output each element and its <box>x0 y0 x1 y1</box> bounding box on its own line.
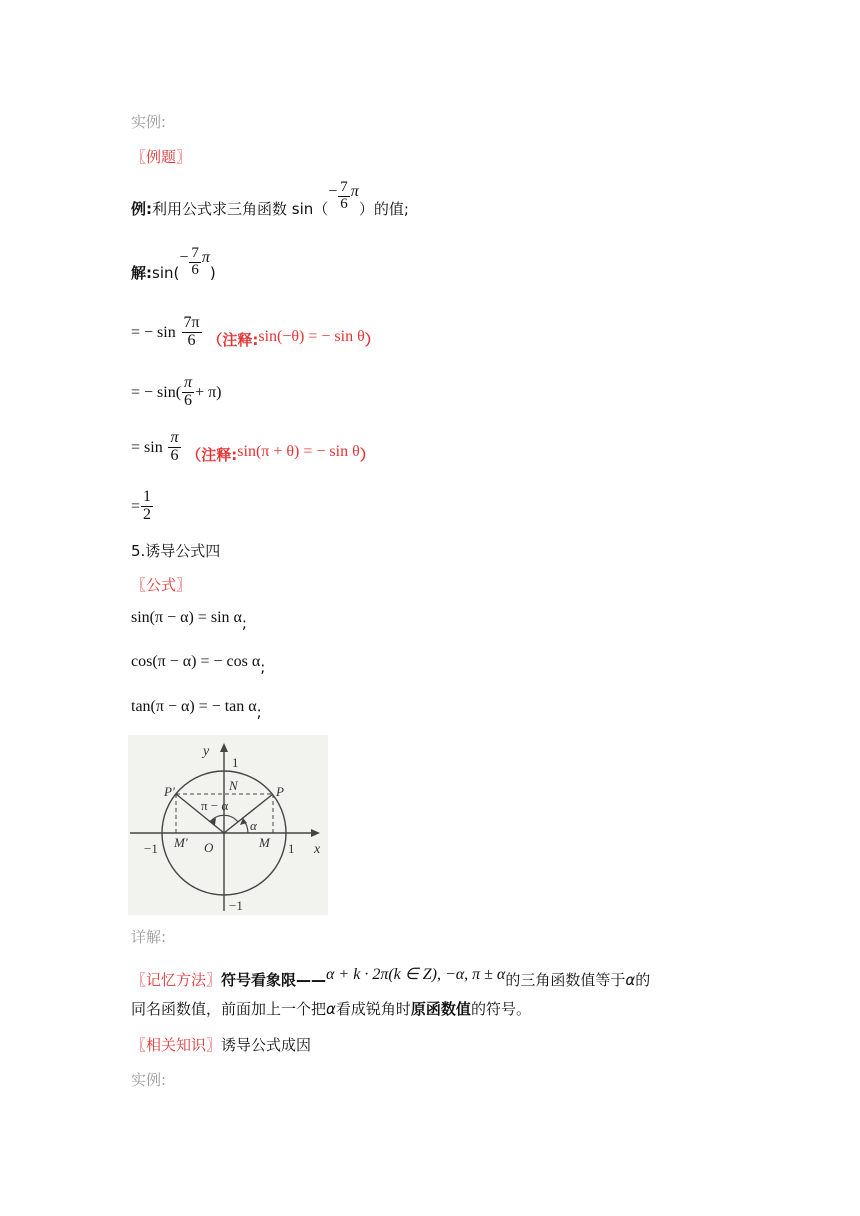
question-suffix: ）的值; <box>358 199 409 218</box>
left-neg-one: −1 <box>144 841 158 856</box>
memory-tag: 〖记忆方法〗 <box>131 971 222 989</box>
formula-1: sin(π − α) = sin α; <box>131 609 247 632</box>
unit-circle-diagram <box>128 735 328 915</box>
question-text: 利用公式求三角函数 sin（ <box>152 199 329 218</box>
step1-fraction: $\frac{7\pi}{6}$ <box>183 314 200 349</box>
y-label: y <box>203 744 210 759</box>
memory-text-1: 的三角函数值等于 <box>505 971 626 989</box>
section-title: 5.诱导公式四 <box>131 542 221 560</box>
solution-neg: − <box>179 248 189 266</box>
question-fraction: $\frac{7}{6}$ <box>340 179 348 212</box>
example-tag: 〖例题〗 <box>131 148 192 166</box>
memory-line-1 <box>131 964 650 990</box>
memory-alpha: α <box>625 971 636 989</box>
origin-label: O <box>204 840 214 855</box>
x-label: x <box>314 842 321 857</box>
step-3 <box>131 430 375 465</box>
step-4 <box>131 489 154 524</box>
solution-line <box>131 246 216 283</box>
example-label-2: 实例: <box>131 1071 167 1089</box>
step2-lhs: = − sin( <box>131 383 182 401</box>
example-label: 实例: <box>131 113 167 131</box>
right-one: 1 <box>288 841 295 856</box>
n-label: N <box>229 778 238 793</box>
note2-formula: sin(π + θ) = − sin θ <box>237 442 360 460</box>
memory-line-2: 同名函数值，前面加上一个把α看成锐角时原函数值的符号。 <box>131 1000 531 1018</box>
step3-fraction: $\frac{\pi}{6}$ <box>170 429 179 464</box>
question-pi: π <box>350 182 359 200</box>
solution-fraction: $\frac{7}{6}$ <box>191 245 199 278</box>
bottom-neg-one: −1 <box>229 898 243 913</box>
p-label: P <box>276 784 284 799</box>
memory-formula: α + k · 2π(k ∈ Z), −α, π ± α <box>326 966 506 983</box>
step4-lhs: = <box>131 497 141 515</box>
note1-open: （注释: <box>207 330 259 349</box>
step2-rest: + π) <box>195 383 222 401</box>
solution-close: ) <box>209 263 216 282</box>
memory-bold: 符号看象限—— <box>221 971 327 989</box>
step1-lhs: = − sin <box>131 323 176 341</box>
formula-2: cos(π − α) = − cos α; <box>131 653 266 676</box>
m-label: M <box>259 835 270 850</box>
step3-lhs: = sin <box>131 438 163 456</box>
alpha-label: α <box>250 818 257 833</box>
question-prefix: 例: <box>131 199 152 218</box>
formula-tag: 〖公式〗 <box>131 576 192 594</box>
formula-3: tan(π − α) = − tan α; <box>131 698 262 721</box>
related-line <box>131 1034 311 1055</box>
related-tag: 〖相关知识〗 <box>131 1036 222 1054</box>
memory-text-2: 的 <box>635 971 651 989</box>
p-prime-label: P′ <box>164 784 175 799</box>
top-one: 1 <box>232 755 239 770</box>
question-line <box>131 180 409 219</box>
question-neg: − <box>328 182 338 200</box>
note1-formula: sin(−θ) = − sin θ <box>258 327 365 345</box>
related-text: 诱导公式成因 <box>221 1036 312 1054</box>
solution-pi: π <box>201 248 210 266</box>
step2-fraction: $\frac{\pi}{6}$ <box>184 374 193 409</box>
note1-close: ） <box>364 330 380 349</box>
solution-prefix: 解: <box>131 263 152 282</box>
m-prime-label: M′ <box>174 835 188 850</box>
note2-close: ） <box>359 445 375 464</box>
step-1 <box>131 315 380 350</box>
step-2 <box>131 375 222 410</box>
step4-fraction: $\frac{1}{2}$ <box>143 488 152 523</box>
solution-sin: sin( <box>152 263 180 282</box>
supp-label: π − α <box>201 798 229 813</box>
note2-open: （注释: <box>186 445 238 464</box>
detail-label: 详解: <box>131 928 167 946</box>
